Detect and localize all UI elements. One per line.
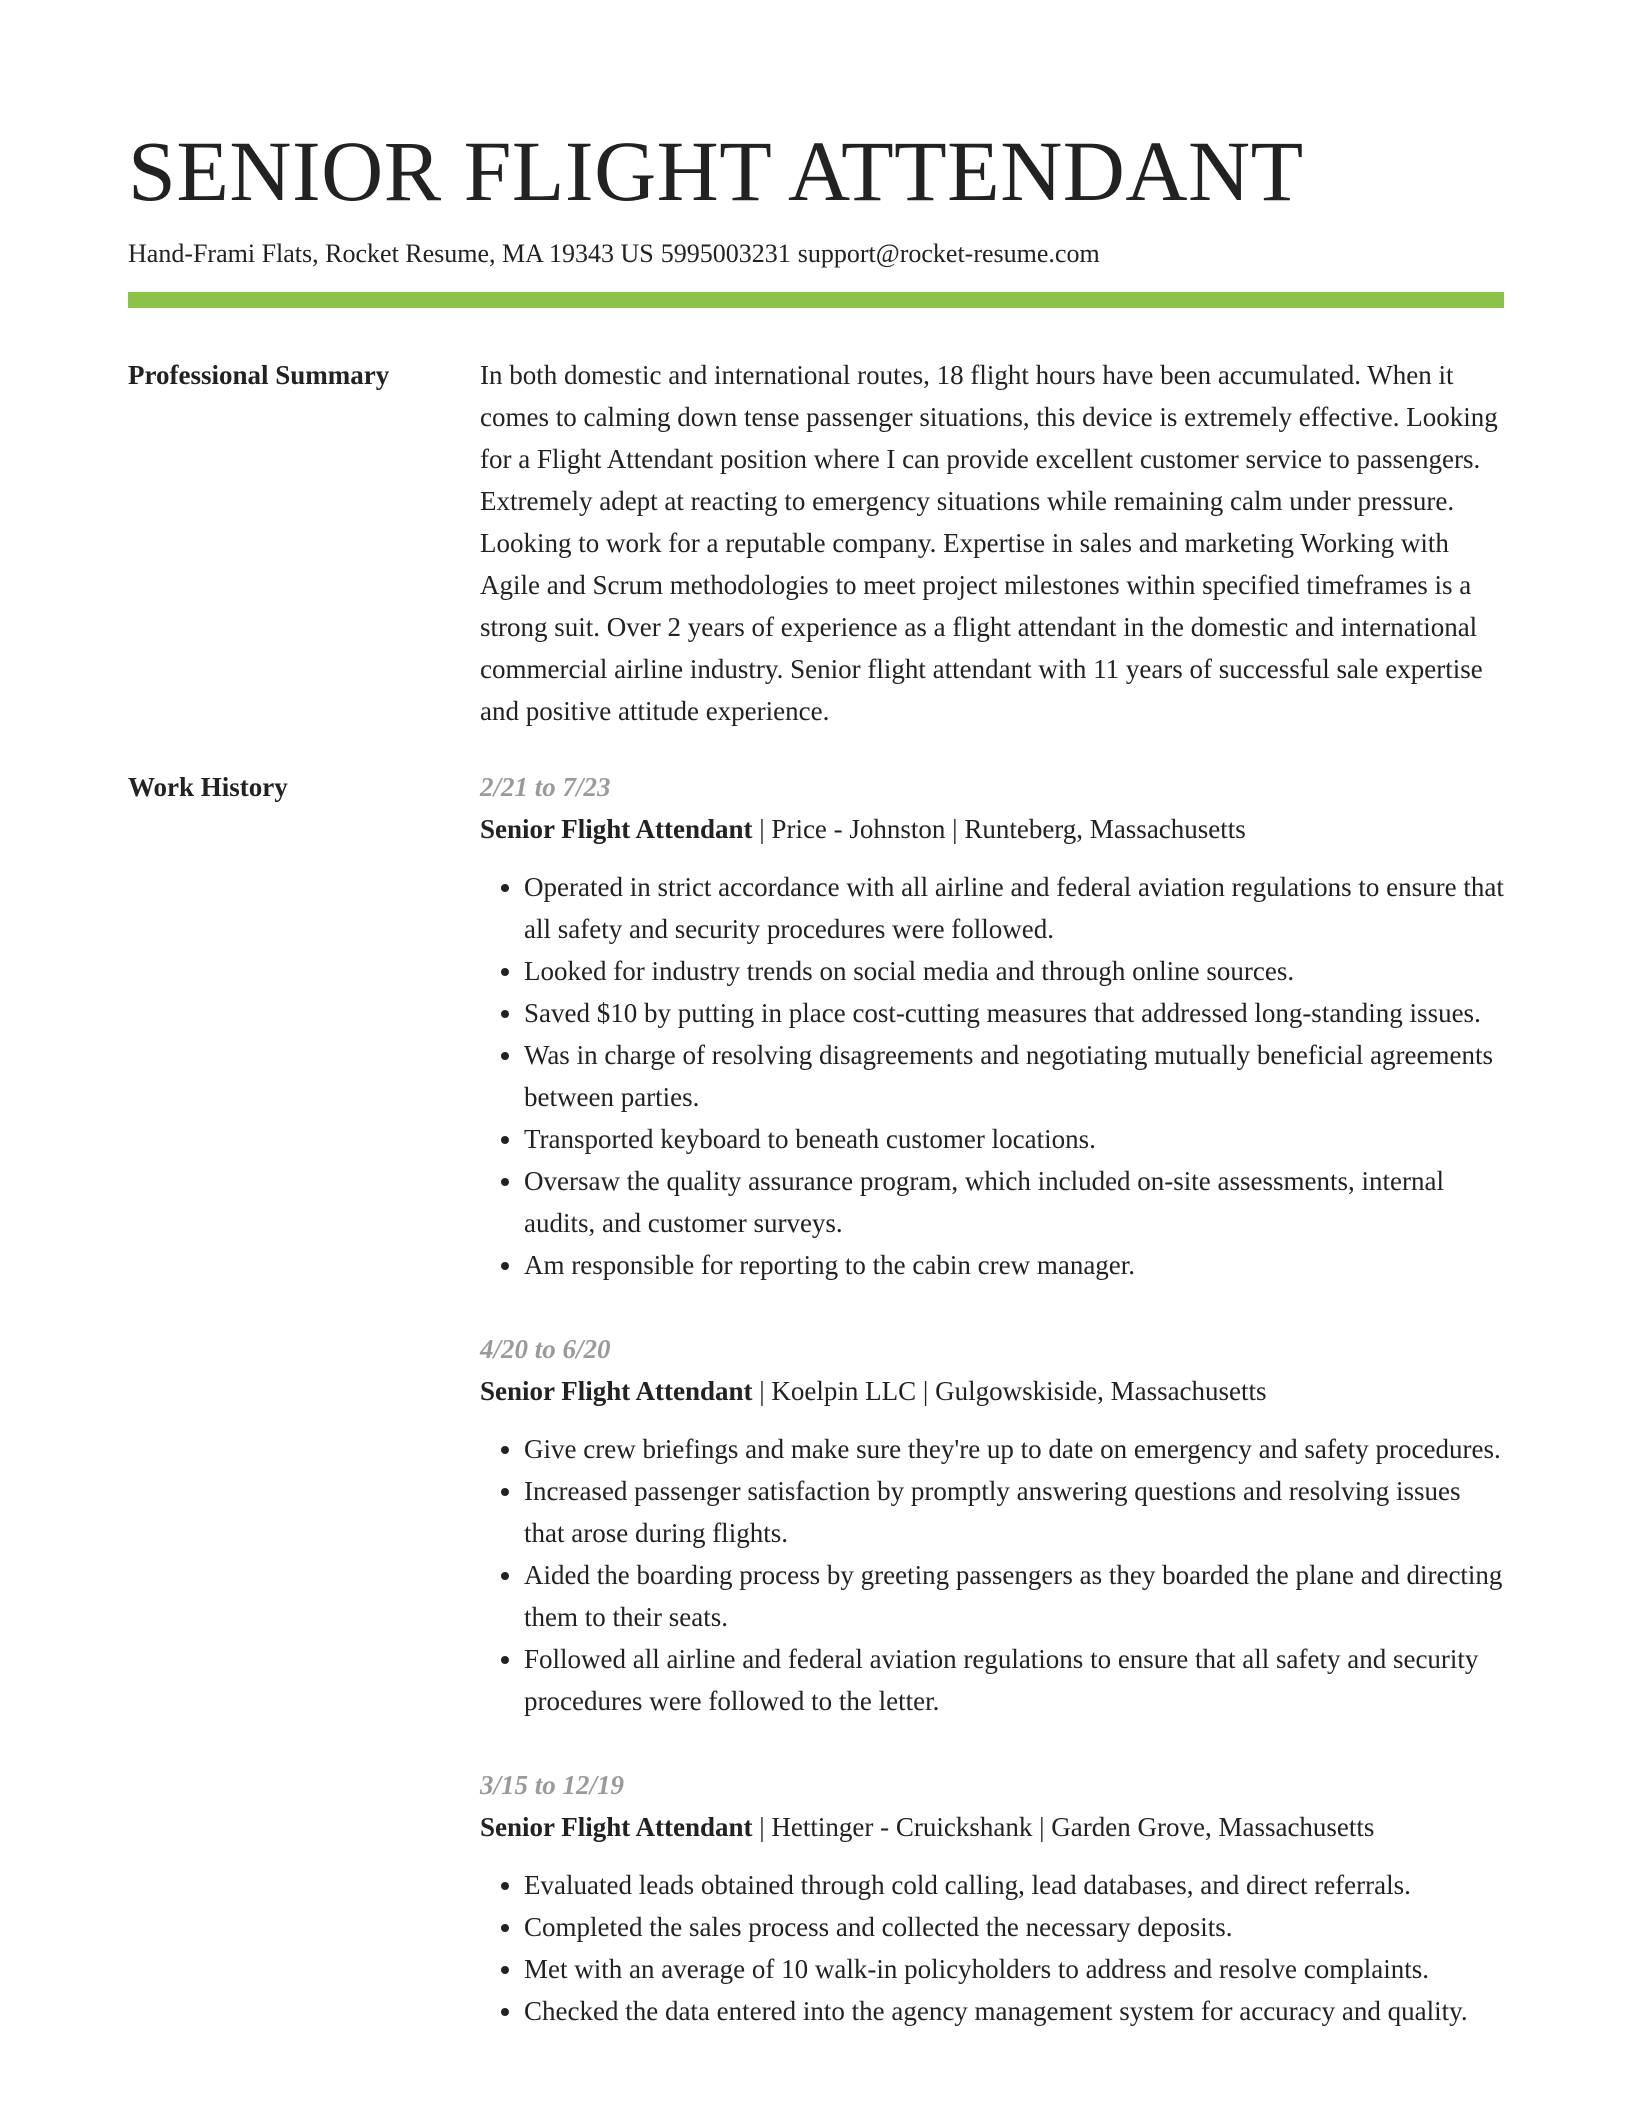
job-dates: 2/21 to 7/23 [480, 772, 611, 802]
contact-phone: 5995003231 [660, 239, 791, 268]
job-bullet-item: • Looked for industry trends on social media and through online sources. [524, 950, 1504, 992]
accent-divider [128, 292, 1504, 308]
job-company-location: | Price - Johnston | Runteberg, Massachusetts [752, 814, 1246, 844]
contact-email: support@rocket-resume.com [797, 239, 1100, 268]
summary-text: In both domestic and international routes, 18 flight hours have been accumulated. When it comes to calming down tense passenger situations, this device is extremely effective. Looking for a Flight Attendant position where I can provide excellent customer service to passengers. Extremely adept at reacting to emergency situations while remaining calm under pressure. Looking to work for a reputable company. Expertise in sales and marketing Working with Agile and Scrum methodologies to meet project milestones within specified timeframes is a strong suit. Over 2 years of experience as a flight attendant in the domestic and international commercial airline industry. Senior flight attendant with 11 years of successful sale expertise and positive attitude experience. [480, 360, 1498, 726]
contact-address: Hand-Frami Flats, Rocket Resume, MA 19343 US [128, 239, 654, 268]
job-title-line [480, 1806, 1504, 1848]
job-role: Senior Flight Attendant [480, 1376, 753, 1406]
job-bullet-list [480, 1864, 1504, 2032]
job-bullet-item: • Checked the data entered into the agency management system for accuracy and quality. [524, 1990, 1504, 2032]
job-bullet-item: • Am responsible for reporting to the cabin crew manager. [524, 1244, 1504, 1286]
job-company-location: | Koelpin LLC | Gulgowskiside, Massachusetts [752, 1376, 1267, 1406]
job-bullet-item: • Oversaw the quality assurance program, which included on-site assessments, internal audits, and customer surveys. [524, 1160, 1504, 1244]
job-role: Senior Flight Attendant [480, 1812, 753, 1842]
job-entry [480, 766, 1504, 1286]
job-bullet-item: • Give crew briefings and make sure they're up to date on emergency and safety procedures. [524, 1428, 1504, 1470]
job-bullet-item: • Was in charge of resolving disagreements and negotiating mutually beneficial agreements between parties. [524, 1034, 1504, 1118]
resume-name-heading: SENIOR FLIGHT ATTENDANT [128, 123, 1304, 219]
job-bullet-item: • Met with an average of 10 walk-in policyholders to address and resolve complaints. [524, 1948, 1504, 1990]
job-bullet-list [480, 1428, 1504, 1722]
job-bullet-item: • Operated in strict accordance with all airline and federal aviation regulations to ensure that all safety and security procedures were followed. [524, 866, 1504, 950]
job-dates: 3/15 to 12/19 [480, 1770, 625, 1800]
job-title-line [480, 808, 1504, 850]
contact-line [128, 236, 1504, 272]
job-bullet-item: • Transported keyboard to beneath customer locations. [524, 1118, 1504, 1160]
job-bullet-list [480, 866, 1504, 1286]
job-bullet-item: • Completed the sales process and collected the necessary deposits. [524, 1906, 1504, 1948]
professional-summary-section [128, 354, 1504, 732]
job-entry [480, 1764, 1504, 2032]
job-bullet-item: • Saved $10 by putting in place cost-cutting measures that addressed long-standing issues. [524, 992, 1504, 1034]
work-history-section [128, 766, 1504, 2074]
summary-section-title: Professional Summary [128, 360, 390, 390]
resume-page [128, 0, 1504, 2074]
job-dates: 4/20 to 6/20 [480, 1334, 611, 1364]
job-company-location: | Hettinger - Cruickshank | Garden Grove, Massachusetts [752, 1812, 1375, 1842]
job-entry [480, 1328, 1504, 1722]
job-role: Senior Flight Attendant [480, 814, 753, 844]
job-bullet-item: • Increased passenger satisfaction by promptly answering questions and resolving issues that arose during flights. [524, 1470, 1504, 1554]
work-history-section-title: Work History [128, 772, 288, 802]
job-title-line [480, 1370, 1504, 1412]
job-bullet-item: • Followed all airline and federal aviation regulations to ensure that all safety and security procedures were followed to the letter. [524, 1638, 1504, 1722]
job-bullet-item: • Aided the boarding process by greeting passengers as they boarded the plane and directing them to their seats. [524, 1554, 1504, 1638]
job-bullet-item: • Evaluated leads obtained through cold calling, lead databases, and direct referrals. [524, 1864, 1504, 1906]
work-history-body [480, 766, 1504, 2074]
summary-body [480, 354, 1504, 732]
